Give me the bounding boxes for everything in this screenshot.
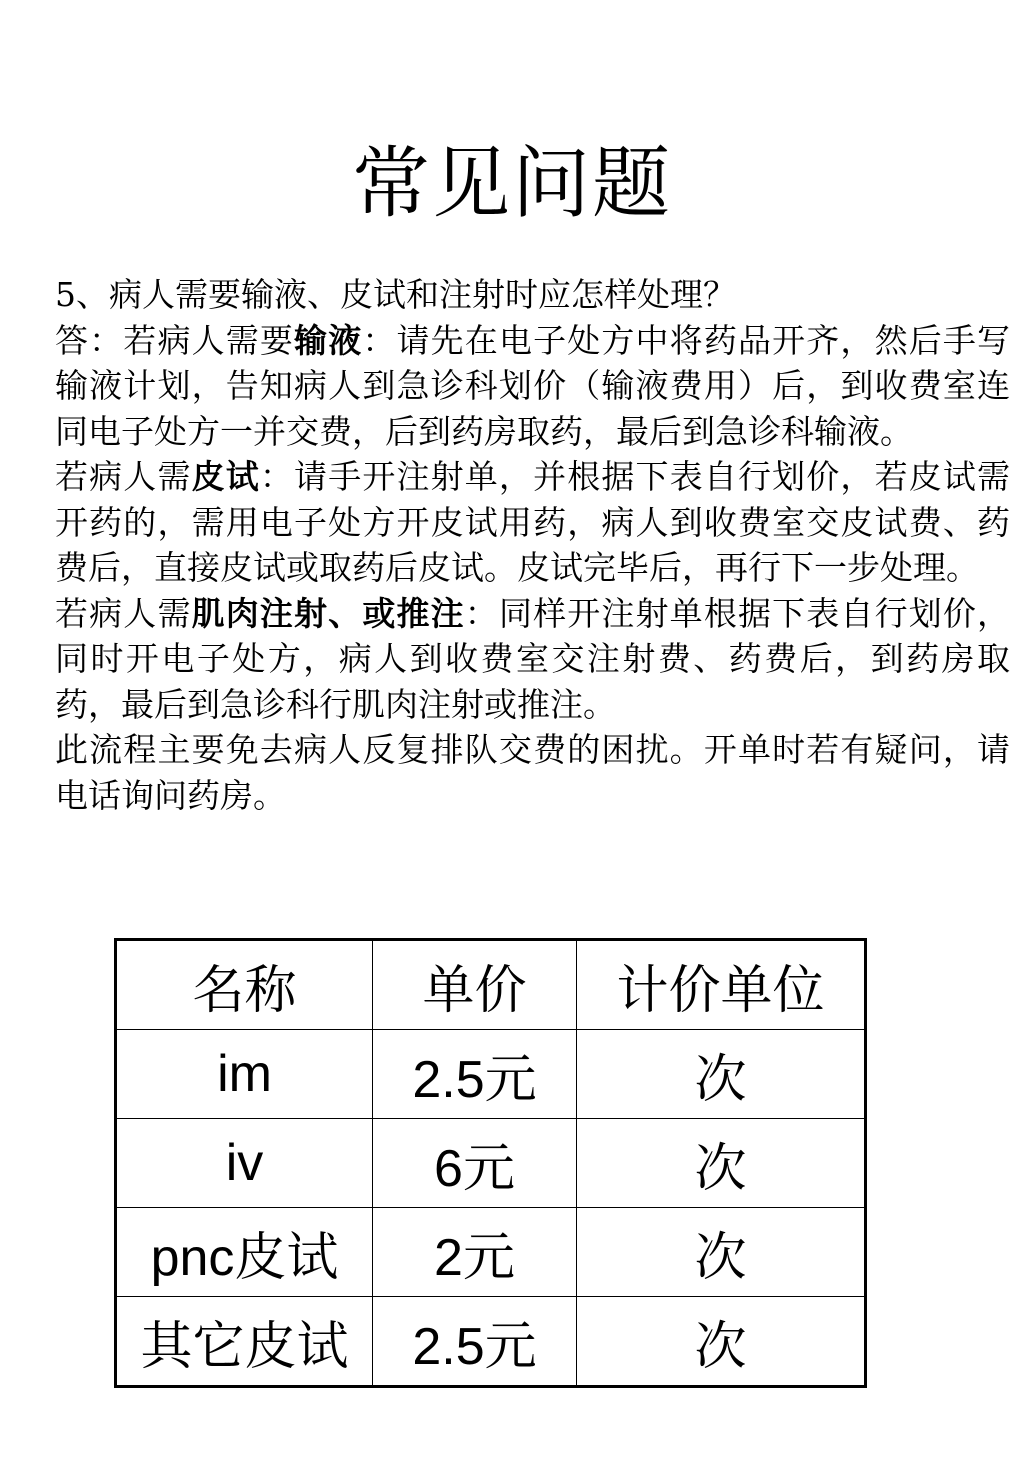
answer-skin-test-keyword: 皮试 [191, 457, 260, 496]
answer-skin-test [55, 454, 1010, 591]
page-title: 常见问题 [351, 139, 672, 229]
table-row [116, 1297, 866, 1387]
answer-summary-text: 此流程主要免去病人反复排队交费的困扰。开单时若有疑问，请电话询问药房。 [55, 730, 1010, 815]
answer-infusion-text: 请先在电子处方中将药品开齐，然后手写输液计划，告知病人到急诊科划价（输液费用）后，到收费室连同电子处方一并交费，后到药房取药，最后到急诊科输液。 [55, 320, 1011, 451]
table-row [116, 1119, 866, 1208]
answer-injection-keyword: 肌肉注射、或推注 [191, 593, 465, 633]
cell-unit: 次 [577, 1297, 866, 1387]
answer-summary [55, 727, 1010, 818]
cell-price: 2.5元 [373, 1297, 577, 1387]
answer-skin-test-text: 请手开注射单，并根据下表自行划价，若皮试需开药的，需用电子处方开皮试用药，病人到收费室交皮试费、药费后，直接皮试或取药后皮试。皮试完毕后，再行下一步处理。 [55, 457, 1011, 587]
table-row [116, 1208, 866, 1297]
cell-name: im [116, 1030, 373, 1119]
header-pricing-unit: 计价单位 [577, 940, 866, 1030]
faq-body [55, 272, 1010, 818]
table-row [116, 1030, 866, 1119]
answer-infusion [55, 318, 1010, 455]
answer-infusion-colon: ： [362, 320, 397, 360]
answer-injection-prefix: 若病人需 [55, 593, 192, 633]
answer-infusion-prefix: 答：若病人需要 [55, 320, 295, 360]
cell-unit: 次 [577, 1119, 866, 1208]
cell-name: 其它皮试 [116, 1297, 373, 1387]
answer-injection-colon: ： [464, 593, 499, 633]
answer-skin-test-colon: ： [259, 457, 295, 496]
faq-question: 5、病人需要输液、皮试和注射时应怎样处理？ [55, 275, 736, 314]
cell-unit: 次 [577, 1030, 866, 1119]
answer-injection-text: 同样开注射单根据下表自行划价，同时开电子处方，病人到收费室交注射费、药费后，到药房取药，最后到急诊科行肌肉注射或推注。 [55, 593, 1011, 724]
cell-price: 6元 [373, 1119, 577, 1208]
header-name: 名称 [116, 940, 373, 1030]
cell-price: 2元 [373, 1208, 577, 1297]
fee-table [114, 938, 867, 1388]
cell-unit: 次 [577, 1208, 866, 1297]
answer-infusion-keyword: 输液 [294, 320, 363, 360]
cell-name: iv [116, 1119, 373, 1208]
table-header-row [116, 940, 866, 1030]
header-unit-price: 单价 [373, 940, 577, 1030]
cell-name: pnc皮试 [116, 1208, 373, 1297]
answer-skin-test-prefix: 若病人需 [55, 457, 192, 496]
answer-injection [55, 591, 1010, 728]
cell-price: 2.5元 [373, 1030, 577, 1119]
